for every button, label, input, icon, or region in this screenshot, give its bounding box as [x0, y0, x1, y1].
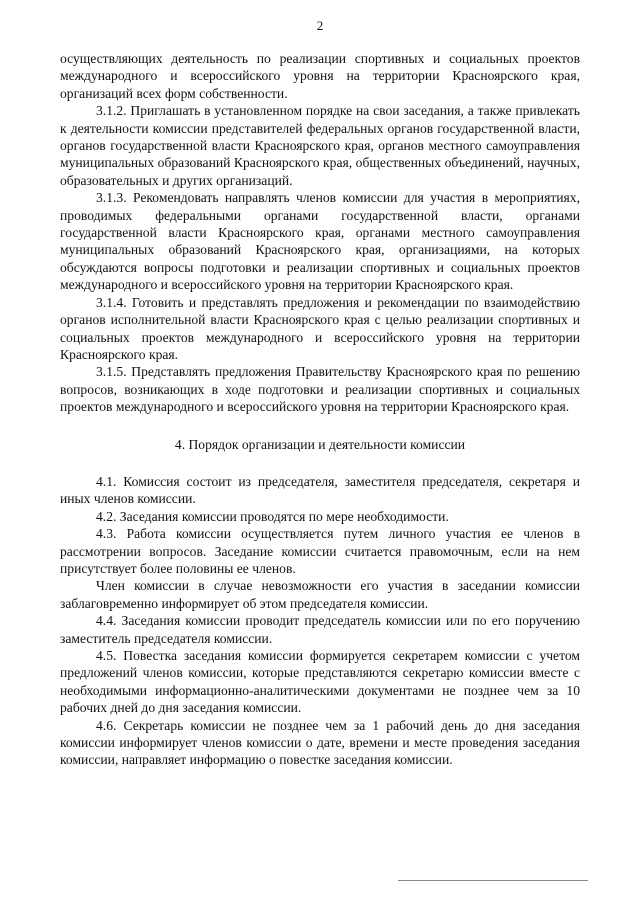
paragraph-4-3: 4.3. Работа комиссии осуществляется путем личного участия ее членов в рассмотрении вопросов. Заседание комиссии считается правомочным, если на нем присутствует более половины ее членов.	[60, 526, 580, 576]
page-number: 2	[316, 18, 324, 33]
paragraph-3-1-4: 3.1.4. Готовить и представлять предложения и рекомендации по взаимодействию органов исполнительной власти Красноярского края с целью реализации спортивных и социальных проектов международного и всероссийского уровня на территории Красноярского края.	[60, 294, 580, 362]
document-body	[60, 50, 580, 769]
paragraph-continuation: осуществляющих деятельность по реализации спортивных и социальных проектов международного и всероссийского уровня на территории Красноярского края, организаций всех форм собственности.	[60, 51, 580, 101]
paragraph-3-1-3: 3.1.3. Рекомендовать направлять членов комиссии для участия в мероприятиях, проводимых федеральными органами государственной власти, органами государственной власти Красноярского края, органами местного самоуправления муниципальных образований Красноярского края, организациями, на которых обсуждаются вопросы подготовки и реализации спортивных и социальных проектов международного и всероссийского уровня на территории Красноярского края.	[60, 190, 580, 293]
section-heading: 4. Порядок организации и деятельности комиссии	[174, 436, 466, 452]
paragraph-3-1-5: 3.1.5. Представлять предложения Правительству Красноярского края по решению вопросов, возникающих в ходе подготовки и реализации спортивных и социальных проектов международного и всероссийского уровня на территории Красноярского края.	[60, 364, 580, 415]
paragraph-4-1: 4.1. Комиссия состоит из председателя, заместителя председателя, секретаря и иных членов комиссии.	[60, 473, 580, 507]
paragraph-4-4: 4.4. Заседания комиссии проводит председатель комиссии или по его поручению заместитель председателя комиссии.	[60, 613, 580, 646]
footer-divider	[398, 880, 588, 881]
paragraph-4-6: 4.6. Секретарь комиссии не позднее чем за 1 рабочий день до дня заседания комиссии информирует членов комиссии о дате, времени и месте проведения заседания комиссии, направляет информацию о повестке заседания комиссии.	[60, 717, 580, 768]
paragraph-4-2: 4.2. Заседания комиссии проводятся по мере необходимости.	[96, 508, 449, 524]
paragraph-4-5: 4.5. Повестка заседания комиссии формируется секретарем комиссии с учетом предложений членов комиссии, которые представляются секретарю комиссии вместе с необходимыми информационно-аналитическими документами не позднее чем за 10 рабочих дней до дня заседания комиссии.	[60, 648, 580, 716]
paragraph-3-1-2: 3.1.2. Приглашать в установленном порядке на свои заседания, а также привлекать к деятельности комиссии представителей федеральных органов государственной власти, органов государственной власти Красноярского края, органов местного самоуправления муниципальных образований Красноярского края, общественных объединений, научных, образовательных и других организаций.	[60, 103, 580, 188]
paragraph-member-absence: Член комиссии в случае невозможности его участия в заседании комиссии заблаговременно информирует об этом председателя комиссии.	[60, 578, 580, 611]
